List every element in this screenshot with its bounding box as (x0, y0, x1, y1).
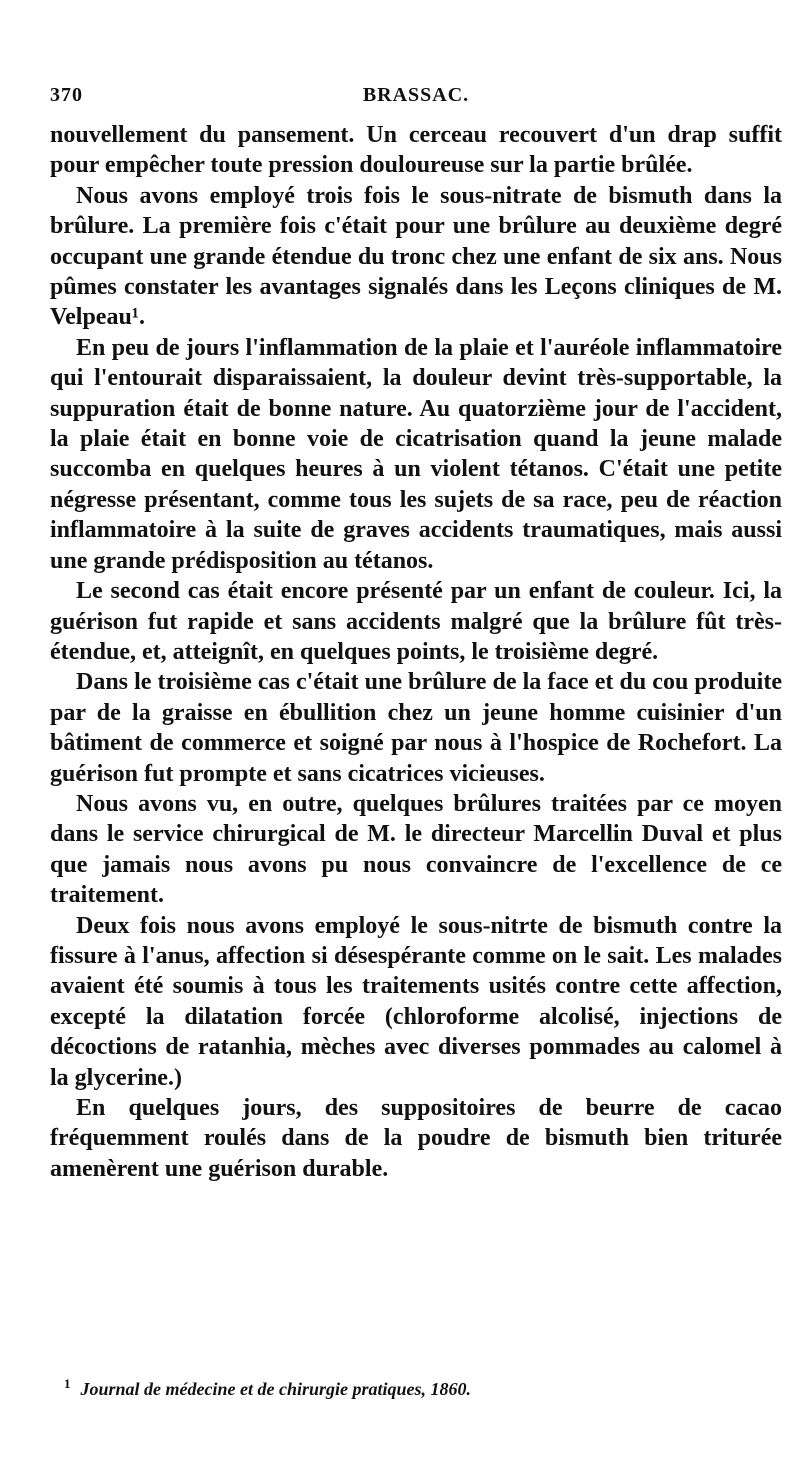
body-text (50, 120, 782, 1184)
footnote-text: Journal de médecine et de chirurgie pratiques, 1860. (80, 1379, 471, 1399)
running-head (50, 84, 782, 114)
paragraph: En quelques jours, des suppositoires de beurre de cacao fréquemment roulés dans de la poudre de bismuth bien triturée amenèrent une guérison durable. (50, 1095, 782, 1182)
paragraph: Nous avons vu, en outre, quelques brûlures traitées par ce moyen dans le service chirurgical de M. le directeur Marcellin Duval et plus que jamais nous avons pu nous convaincre de l'excellence de ce traitement. (50, 790, 782, 909)
paragraph: Le second cas était encore présenté par un enfant de couleur. Ici, la guérison fut rapide et sans accidents malgré que la brûlure fût très-étendue, et, atteignît, en quelques points, le troisième degré. (50, 578, 782, 665)
paragraph: Nous avons employé trois fois le sous-nitrate de bismuth dans la brûlure. La première fois c'était pour une brûlure au deuxième degré occupant une grande étendue du tronc chez une enfant de six ans. Nous pûmes constater les avantages signalés dans les Leçons cliniques de M. Velpeau¹. (50, 182, 782, 331)
paragraph: En peu de jours l'inflammation de la plaie et l'auréole inflammatoire qui l'entourait disparaissaient, la douleur devint très-supportable, la suppuration était de bonne nature. Au quatorzième jour de l'accident, la plaie était en bonne voie de cicatrisation quand la jeune malade succomba en quelques heures à un violent tétanos. C'était une petite négresse présentant, comme tous les sujets de sa race, peu de réaction inflammatoire à la suite de graves accidents traumatiques, mais aussi une grande prédisposition au tétanos. (50, 334, 782, 574)
paragraph: Dans le troisième cas c'était une brûlure de la face et du cou produite par de la graisse en ébullition chez un jeune homme cuisinier d'un bâtiment de commerce et soigné par nous à l'hospice de Rochefort. La guérison fut prompte et sans cicatrices vicieuses. (50, 669, 782, 787)
footnote (64, 1376, 782, 1400)
paragraph: Deux fois nous avons employé le sous-nitrte de bismuth contre la fissure à l'anus, affection si désespérante comme on le sait. Les malades avaient été soumis à tous les traitements usités contre cette affection, excepté la dilatation forcée (chloroforme alcolisé, injections de décoctions de ratanhia, mèches avec diverses pommades au calomel à la glycerine.) (50, 912, 782, 1091)
paragraph: nouvellement du pansement. Un cerceau recouvert d'un drap suffit pour empêcher toute pression douloureuse sur la partie brûlée. (50, 122, 782, 179)
running-title: BRASSAC. (362, 84, 470, 106)
page-number: 370 (50, 84, 83, 106)
footnote-mark: 1 (64, 1376, 71, 1391)
